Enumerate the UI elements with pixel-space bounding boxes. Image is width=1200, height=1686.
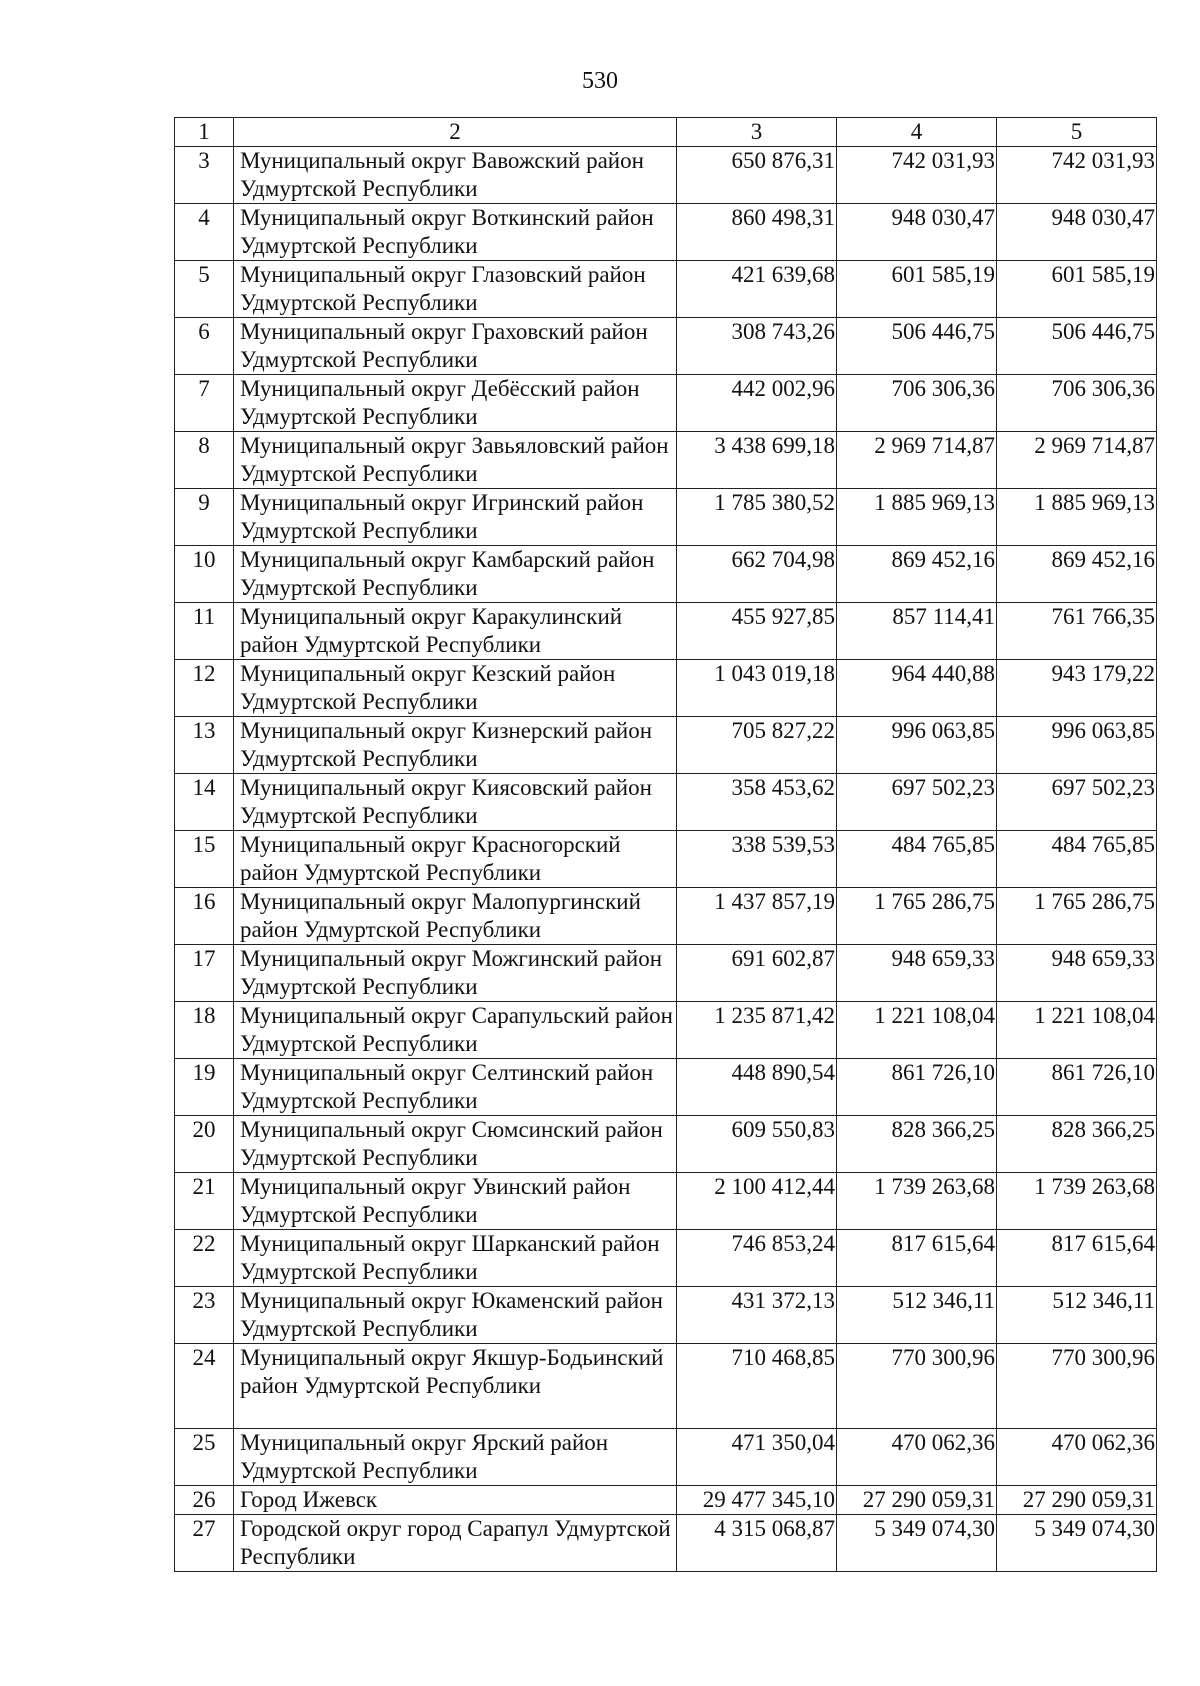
table-row — [175, 717, 1157, 774]
table-row — [175, 546, 1157, 603]
municipality-name-cell: Муниципальный округ Дебёсский район Удмуртской Республики — [234, 375, 677, 432]
row-number-cell: 14 — [175, 774, 234, 831]
row-number-cell: 19 — [175, 1059, 234, 1116]
value-column-4-cell: 1 765 286,75 — [837, 888, 997, 945]
value-column-4-cell: 697 502,23 — [837, 774, 997, 831]
value-column-5-cell: 470 062,36 — [997, 1429, 1157, 1486]
value-column-3-cell: 691 602,87 — [677, 945, 837, 1002]
municipality-name-cell: Муниципальный округ Шарканский район Удмуртской Республики — [234, 1230, 677, 1287]
value-column-3-cell: 455 927,85 — [677, 603, 837, 660]
municipality-name-cell: Муниципальный округ Завьяловский район Удмуртской Республики — [234, 432, 677, 489]
value-column-3-cell: 1 235 871,42 — [677, 1002, 837, 1059]
row-number-cell: 17 — [175, 945, 234, 1002]
table-row — [175, 1515, 1157, 1572]
value-column-3-cell: 650 876,31 — [677, 147, 837, 204]
row-number-cell: 27 — [175, 1515, 234, 1572]
municipality-name-cell: Муниципальный округ Красногорский район Удмуртской Республики — [234, 831, 677, 888]
table-row — [175, 1116, 1157, 1173]
row-number-cell: 16 — [175, 888, 234, 945]
value-column-3-cell: 860 498,31 — [677, 204, 837, 261]
table-row — [175, 1429, 1157, 1486]
value-column-5-cell: 706 306,36 — [997, 375, 1157, 432]
municipality-name-cell: Муниципальный округ Камбарский район Удмуртской Республики — [234, 546, 677, 603]
header-cell-3: 3 — [677, 118, 837, 147]
municipality-name-cell: Муниципальный округ Вавожский район Удмуртской Республики — [234, 147, 677, 204]
value-column-5-cell: 996 063,85 — [997, 717, 1157, 774]
value-column-5-cell: 506 446,75 — [997, 318, 1157, 375]
municipality-name-cell: Муниципальный округ Кизнерский район Удмуртской Республики — [234, 717, 677, 774]
table-row — [175, 660, 1157, 717]
row-number-cell: 11 — [175, 603, 234, 660]
municipality-name-cell: Муниципальный округ Сарапульский район Удмуртской Республики — [234, 1002, 677, 1059]
value-column-5-cell: 1 739 263,68 — [997, 1173, 1157, 1230]
row-number-cell: 21 — [175, 1173, 234, 1230]
value-column-4-cell: 817 615,64 — [837, 1230, 997, 1287]
municipality-name-cell: Муниципальный округ Якшур-Бодьинский район Удмуртской Республики — [234, 1344, 677, 1429]
header-cell-5: 5 — [997, 118, 1157, 147]
value-column-4-cell: 857 114,41 — [837, 603, 997, 660]
value-column-3-cell: 710 468,85 — [677, 1344, 837, 1429]
table-row — [175, 1287, 1157, 1344]
value-column-3-cell: 2 100 412,44 — [677, 1173, 837, 1230]
row-number-cell: 26 — [175, 1486, 234, 1515]
value-column-3-cell: 746 853,24 — [677, 1230, 837, 1287]
value-column-5-cell: 512 346,11 — [997, 1287, 1157, 1344]
row-number-cell: 18 — [175, 1002, 234, 1059]
value-column-3-cell: 3 438 699,18 — [677, 432, 837, 489]
value-column-4-cell: 996 063,85 — [837, 717, 997, 774]
value-column-4-cell: 506 446,75 — [837, 318, 997, 375]
row-number-cell: 25 — [175, 1429, 234, 1486]
value-column-4-cell: 742 031,93 — [837, 147, 997, 204]
value-column-5-cell: 761 766,35 — [997, 603, 1157, 660]
value-column-4-cell: 1 739 263,68 — [837, 1173, 997, 1230]
table-row — [175, 1344, 1157, 1429]
value-column-4-cell: 869 452,16 — [837, 546, 997, 603]
value-column-3-cell: 705 827,22 — [677, 717, 837, 774]
value-column-4-cell: 470 062,36 — [837, 1429, 997, 1486]
value-column-4-cell: 1 885 969,13 — [837, 489, 997, 546]
value-column-4-cell: 2 969 714,87 — [837, 432, 997, 489]
row-number-cell: 23 — [175, 1287, 234, 1344]
header-cell-1: 1 — [175, 118, 234, 147]
row-number-cell: 12 — [175, 660, 234, 717]
row-number-cell: 15 — [175, 831, 234, 888]
value-column-4-cell: 706 306,36 — [837, 375, 997, 432]
value-column-4-cell: 948 030,47 — [837, 204, 997, 261]
row-number-cell: 9 — [175, 489, 234, 546]
municipality-name-cell: Муниципальный округ Глазовский район Удмуртской Республики — [234, 261, 677, 318]
table-row — [175, 318, 1157, 375]
table-row — [175, 204, 1157, 261]
municipality-name-cell: Муниципальный округ Каракулинский район Удмуртской Республики — [234, 603, 677, 660]
value-column-5-cell: 27 290 059,31 — [997, 1486, 1157, 1515]
municipality-name-cell: Муниципальный округ Селтинский район Удмуртской Республики — [234, 1059, 677, 1116]
value-column-4-cell: 1 221 108,04 — [837, 1002, 997, 1059]
page-number: 530 — [582, 68, 618, 94]
value-column-5-cell: 5 349 074,30 — [997, 1515, 1157, 1572]
municipality-name-cell: Муниципальный округ Граховский район Удмуртской Республики — [234, 318, 677, 375]
value-column-4-cell: 828 366,25 — [837, 1116, 997, 1173]
value-column-5-cell: 1 221 108,04 — [997, 1002, 1157, 1059]
value-column-5-cell: 484 765,85 — [997, 831, 1157, 888]
value-column-5-cell: 697 502,23 — [997, 774, 1157, 831]
value-column-4-cell: 770 300,96 — [837, 1344, 997, 1429]
value-column-5-cell: 869 452,16 — [997, 546, 1157, 603]
budget-table — [174, 117, 1157, 1572]
value-column-4-cell: 5 349 074,30 — [837, 1515, 997, 1572]
municipality-name-cell: Муниципальный округ Воткинский район Удмуртской Республики — [234, 204, 677, 261]
table-row — [175, 1230, 1157, 1287]
value-column-3-cell: 1 437 857,19 — [677, 888, 837, 945]
value-column-5-cell: 817 615,64 — [997, 1230, 1157, 1287]
table-row — [175, 261, 1157, 318]
table-row — [175, 432, 1157, 489]
header-cell-4: 4 — [837, 118, 997, 147]
row-number-cell: 20 — [175, 1116, 234, 1173]
value-column-5-cell: 1 765 286,75 — [997, 888, 1157, 945]
table-row — [175, 945, 1157, 1002]
table-row — [175, 831, 1157, 888]
value-column-3-cell: 431 372,13 — [677, 1287, 837, 1344]
value-column-4-cell: 27 290 059,31 — [837, 1486, 997, 1515]
value-column-3-cell: 1 043 019,18 — [677, 660, 837, 717]
municipality-name-cell: Муниципальный округ Сюмсинский район Удмуртской Республики — [234, 1116, 677, 1173]
row-number-cell: 3 — [175, 147, 234, 204]
table-row — [175, 1486, 1157, 1515]
value-column-5-cell: 770 300,96 — [997, 1344, 1157, 1429]
value-column-4-cell: 964 440,88 — [837, 660, 997, 717]
value-column-3-cell: 471 350,04 — [677, 1429, 837, 1486]
value-column-4-cell: 948 659,33 — [837, 945, 997, 1002]
value-column-3-cell: 4 315 068,87 — [677, 1515, 837, 1572]
value-column-4-cell: 512 346,11 — [837, 1287, 997, 1344]
value-column-3-cell: 308 743,26 — [677, 318, 837, 375]
value-column-4-cell: 484 765,85 — [837, 831, 997, 888]
value-column-3-cell: 662 704,98 — [677, 546, 837, 603]
value-column-5-cell: 948 659,33 — [997, 945, 1157, 1002]
row-number-cell: 22 — [175, 1230, 234, 1287]
row-number-cell: 4 — [175, 204, 234, 261]
row-number-cell: 5 — [175, 261, 234, 318]
municipality-name-cell: Муниципальный округ Киясовский район Удмуртской Республики — [234, 774, 677, 831]
row-number-cell: 13 — [175, 717, 234, 774]
table-row — [175, 603, 1157, 660]
table-header-row — [175, 118, 1157, 147]
row-number-cell: 24 — [175, 1344, 234, 1429]
table-row — [175, 888, 1157, 945]
table-row — [175, 1002, 1157, 1059]
value-column-3-cell: 609 550,83 — [677, 1116, 837, 1173]
value-column-5-cell: 742 031,93 — [997, 147, 1157, 204]
value-column-3-cell: 421 639,68 — [677, 261, 837, 318]
municipality-name-cell: Муниципальный округ Увинский район Удмуртской Республики — [234, 1173, 677, 1230]
value-column-3-cell: 1 785 380,52 — [677, 489, 837, 546]
value-column-5-cell: 601 585,19 — [997, 261, 1157, 318]
municipality-name-cell: Муниципальный округ Игринский район Удмуртской Республики — [234, 489, 677, 546]
municipality-name-cell: Муниципальный округ Можгинский район Удмуртской Республики — [234, 945, 677, 1002]
municipality-name-cell: Муниципальный округ Ярский район Удмуртской Республики — [234, 1429, 677, 1486]
municipality-name-cell: Муниципальный округ Малопургинский район Удмуртской Республики — [234, 888, 677, 945]
value-column-5-cell: 828 366,25 — [997, 1116, 1157, 1173]
table-row — [175, 147, 1157, 204]
table-row — [175, 489, 1157, 546]
row-number-cell: 8 — [175, 432, 234, 489]
value-column-5-cell: 2 969 714,87 — [997, 432, 1157, 489]
value-column-3-cell: 448 890,54 — [677, 1059, 837, 1116]
row-number-cell: 10 — [175, 546, 234, 603]
value-column-3-cell: 442 002,96 — [677, 375, 837, 432]
municipality-name-cell: Город Ижевск — [234, 1486, 677, 1515]
municipality-name-cell: Муниципальный округ Юкаменский район Удмуртской Республики — [234, 1287, 677, 1344]
value-column-4-cell: 861 726,10 — [837, 1059, 997, 1116]
value-column-5-cell: 1 885 969,13 — [997, 489, 1157, 546]
value-column-4-cell: 601 585,19 — [837, 261, 997, 318]
value-column-3-cell: 338 539,53 — [677, 831, 837, 888]
value-column-3-cell: 29 477 345,10 — [677, 1486, 837, 1515]
row-number-cell: 6 — [175, 318, 234, 375]
value-column-3-cell: 358 453,62 — [677, 774, 837, 831]
table-row — [175, 375, 1157, 432]
value-column-5-cell: 861 726,10 — [997, 1059, 1157, 1116]
table-row — [175, 1173, 1157, 1230]
table-row — [175, 1059, 1157, 1116]
header-cell-2: 2 — [234, 118, 677, 147]
municipality-name-cell: Муниципальный округ Кезский район Удмуртской Республики — [234, 660, 677, 717]
municipality-name-cell: Городской округ город Сарапул Удмуртской Республики — [234, 1515, 677, 1572]
value-column-5-cell: 948 030,47 — [997, 204, 1157, 261]
table-row — [175, 774, 1157, 831]
row-number-cell: 7 — [175, 375, 234, 432]
value-column-5-cell: 943 179,22 — [997, 660, 1157, 717]
